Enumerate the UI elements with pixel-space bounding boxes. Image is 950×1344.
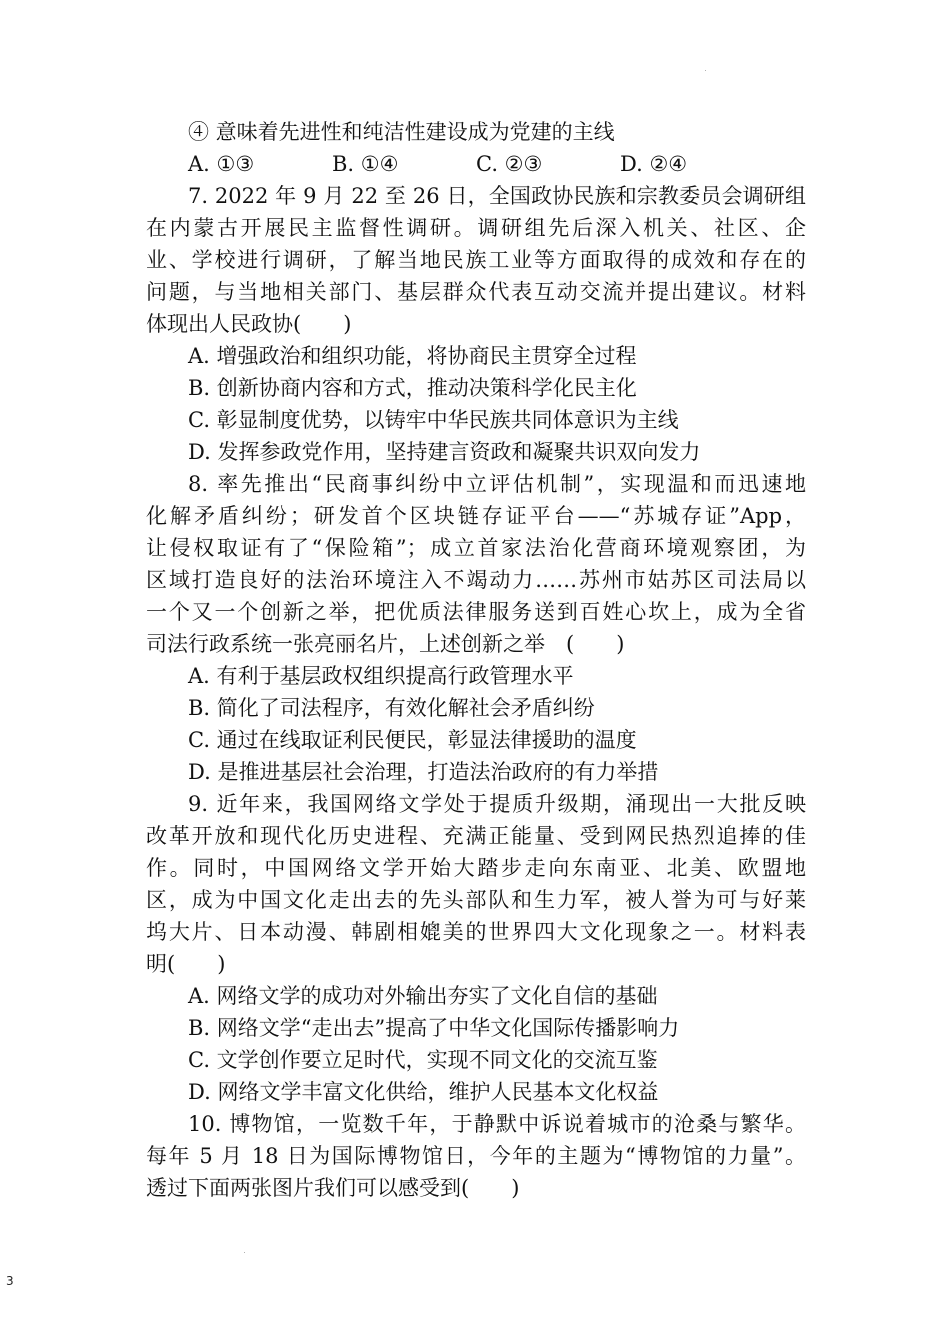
question-7-stem: 业、学校进行调研，了解当地民族工业等方面取得的成效和存在的 bbox=[146, 248, 806, 272]
scan-speck bbox=[244, 1252, 245, 1253]
question-6-answer-choices bbox=[146, 148, 806, 180]
scan-speck bbox=[705, 70, 706, 71]
question-9-stem: 区，成为中国文化走出去的先头部队和生力军，被人誉为可与好莱 bbox=[146, 888, 806, 912]
question-8-stem: 司法行政系统一张亮丽名片，上述创新之举 ( ) bbox=[146, 632, 625, 656]
question-7-stem: 在内蒙古开展民主监督性调研。调研组先后深入机关、社区、企 bbox=[146, 216, 806, 240]
question-8-stem: 让侵权取证有了“保险箱”；成立首家法治化营商环境观察团，为 bbox=[146, 536, 806, 560]
question-9-choice-b: B. 网络文学“走出去”提高了中华文化国际传播影响力 bbox=[188, 1016, 680, 1040]
question-7-choice-c: C. 彰显制度优势，以铸牢中华民族共同体意识为主线 bbox=[188, 408, 679, 432]
document-body bbox=[146, 116, 806, 1204]
question-8-stem: 一个又一个创新之举，把优质法律服务送到百姓心坎上，成为全省 bbox=[146, 600, 806, 624]
question-6-option-4: ④ 意味着先进性和纯洁性建设成为党建的主线 bbox=[188, 120, 615, 144]
question-9-stem: 作。同时，中国网络文学开始大踏步走向东南亚、北美、欧盟地 bbox=[146, 856, 806, 880]
question-7-stem: 问题，与当地相关部门、基层群众代表互动交流并提出建议。材料 bbox=[146, 280, 806, 304]
question-7-choice-b: B. 创新协商内容和方式，推动决策科学化民主化 bbox=[188, 376, 637, 400]
question-7-choice-d: D. 发挥参政党作用，坚持建言资政和凝聚共识双向发力 bbox=[188, 440, 701, 464]
question-6-choice-d: D. ②④ bbox=[620, 152, 688, 176]
question-9-stem: 9. 近年来，我国网络文学处于提质升级期，涌现出一大批反映 bbox=[188, 792, 806, 816]
question-8-choice-c: C. 通过在线取证利民便民，彰显法律援助的温度 bbox=[188, 728, 637, 752]
question-8-choice-b: B. 简化了司法程序，有效化解社会矛盾纠纷 bbox=[188, 696, 595, 720]
question-9-choice-a: A. 网络文学的成功对外输出夯实了文化自信的基础 bbox=[188, 984, 658, 1008]
question-10-stem: 透过下面两张图片我们可以感受到( ) bbox=[146, 1176, 520, 1200]
question-6-choice-c: C. ②③ bbox=[476, 152, 543, 176]
question-8-stem: 化解矛盾纠纷；研发首个区块链存证平台——“苏城存证”App， bbox=[146, 504, 806, 528]
question-8-stem: 区域打造良好的法治环境注入不竭动力……苏州市姑苏区司法局以 bbox=[146, 568, 806, 592]
question-6-choice-b: B. ①④ bbox=[332, 152, 399, 176]
question-7-stem: 体现出人民政协( ) bbox=[146, 312, 352, 336]
question-7-choice-a: A. 增强政治和组织功能，将协商民主贯穿全过程 bbox=[188, 344, 637, 368]
question-9-choice-d: D. 网络文学丰富文化供给，维护人民基本文化权益 bbox=[188, 1080, 659, 1104]
page-number: 3 bbox=[6, 1274, 14, 1288]
question-7-stem: 7. 2022 年 9 月 22 至 26 日，全国政协民族和宗教委员会调研组 bbox=[188, 184, 806, 208]
question-9-stem: 改革开放和现代化历史进程、充满正能量、受到网民热烈追捧的佳 bbox=[146, 824, 806, 848]
question-9-stem: 明( ) bbox=[146, 952, 226, 976]
question-10-stem: 10. 博物馆，一览数千年，于静默中诉说着城市的沧桑与繁华。 bbox=[188, 1112, 806, 1136]
question-8-choice-d: D. 是推进基层社会治理，打造法治政府的有力举措 bbox=[188, 760, 659, 784]
question-8-stem: 8. 率先推出“民商事纠纷中立评估机制”，实现温和而迅速地 bbox=[188, 472, 806, 496]
question-8-choice-a: A. 有利于基层政权组织提高行政管理水平 bbox=[188, 664, 574, 688]
question-9-stem: 坞大片、日本动漫、韩剧相媲美的世界四大文化现象之一。材料表 bbox=[146, 920, 806, 944]
question-10-stem: 每年 5 月 18 日为国际博物馆日，今年的主题为“博物馆的力量”。 bbox=[146, 1144, 806, 1168]
question-6-choice-a: A. ①③ bbox=[188, 152, 255, 176]
question-9-choice-c: C. 文学创作要立足时代，实现不同文化的交流互鉴 bbox=[188, 1048, 658, 1072]
